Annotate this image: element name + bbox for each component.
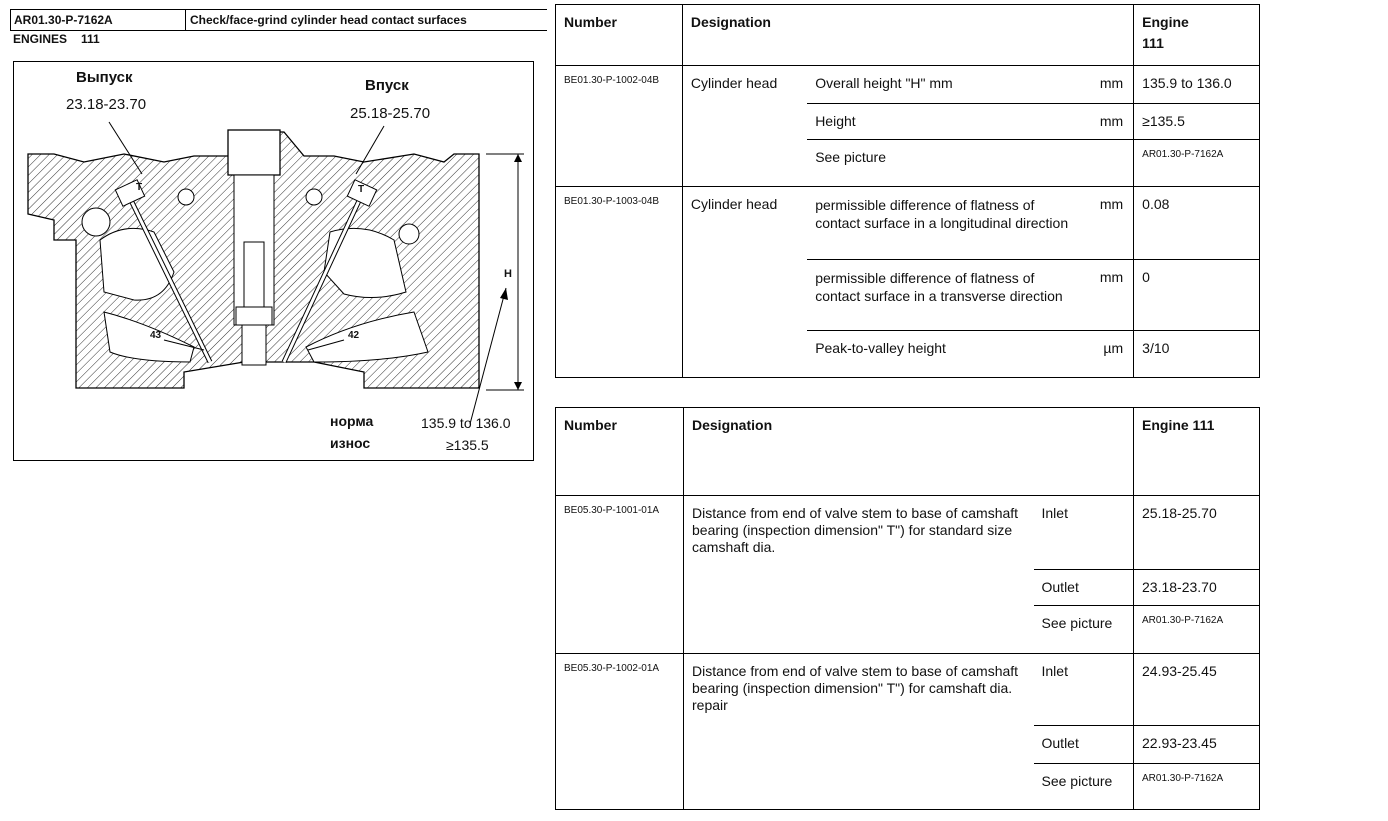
spec-label: Height xyxy=(807,104,1081,140)
engines-label: ENGINES xyxy=(13,32,68,46)
valve-stem-spec-table xyxy=(555,407,1260,810)
marker-42: 42 xyxy=(348,330,360,341)
spec-number: BE01.30-P-1002-04B xyxy=(556,66,683,187)
spec-description: Distance from end of valve stem to base of camshaft bearing (inspection dimension" T") for camshaft dia. repair xyxy=(684,654,1034,810)
spec-group: Cylinder head xyxy=(682,187,807,378)
spec-label: See picture xyxy=(1034,606,1134,654)
marker-43: 43 xyxy=(150,330,162,341)
spec-label: Outlet xyxy=(1034,570,1134,606)
header-divider xyxy=(185,10,186,30)
engines-value: 111 xyxy=(81,32,100,46)
spec-label: Inlet xyxy=(1034,496,1134,570)
cylinder-head-diagram xyxy=(13,61,534,461)
spec-unit: µm xyxy=(1081,331,1134,378)
designation-header: Designation xyxy=(684,408,1134,496)
document-header xyxy=(10,9,547,31)
spec-number: BE05.30-P-1002-01A xyxy=(556,654,684,810)
spec-label: Overall height "H" mm xyxy=(807,66,1081,104)
intake-range: 25.18-25.70 xyxy=(350,105,431,122)
marker-t-left: T xyxy=(136,182,143,193)
wear-label: износ xyxy=(330,435,371,451)
spec-description: Distance from end of valve stem to base of camshaft bearing (inspection dimension" T") for standard size camshaft dia. xyxy=(684,496,1034,654)
cylinder-head-spec-table xyxy=(555,4,1260,378)
norm-value: 135.9 to 136.0 xyxy=(421,415,511,431)
spec-number: BE05.30-P-1001-01A xyxy=(556,496,684,654)
spec-value: ≥135.5 xyxy=(1134,104,1260,140)
engine-header xyxy=(1134,5,1260,66)
spec-label: Peak-to-valley height xyxy=(807,331,1081,378)
marker-h: H xyxy=(504,268,512,280)
table-row xyxy=(556,496,1260,570)
document-id: AR01.30-P-7162A xyxy=(14,13,113,27)
spec-label: Inlet xyxy=(1034,654,1134,726)
spec-number: BE01.30-P-1003-04B xyxy=(556,187,683,378)
spec-unit: mm xyxy=(1081,66,1134,104)
designation-header: Designation xyxy=(682,5,1133,66)
spec-reference: AR01.30-P-7162A xyxy=(1134,606,1260,654)
cylinder-head-drawing xyxy=(14,62,533,460)
exhaust-label: Выпуск xyxy=(76,69,133,86)
spec-label: See picture xyxy=(1034,764,1134,810)
spec-reference: AR01.30-P-7162A xyxy=(1134,140,1260,187)
spec-value: 24.93-25.45 xyxy=(1134,654,1260,726)
spec-value: 23.18-23.70 xyxy=(1134,570,1260,606)
spec-label: permissible difference of flatness of contact surface in a longitudinal direction xyxy=(807,187,1081,260)
engine-header: Engine 111 xyxy=(1134,408,1260,496)
engine-header-label: Engine xyxy=(1142,14,1189,30)
table-row xyxy=(556,187,1260,260)
spec-value: 22.93-23.45 xyxy=(1134,726,1260,764)
table-row xyxy=(556,66,1260,104)
intake-label: Впуск xyxy=(365,77,409,94)
table-header-row xyxy=(556,5,1260,66)
spec-value: 0.08 xyxy=(1134,187,1260,260)
number-header: Number xyxy=(556,5,683,66)
number-header: Number xyxy=(556,408,684,496)
spec-group: Cylinder head xyxy=(682,66,807,187)
spec-unit: mm xyxy=(1081,104,1134,140)
spec-label: See picture xyxy=(807,140,1081,187)
engine-header-number: 111 xyxy=(1142,35,1164,51)
spec-value: 0 xyxy=(1134,260,1260,331)
table-header-row xyxy=(556,408,1260,496)
spec-label: Outlet xyxy=(1034,726,1134,764)
marker-t-right: T xyxy=(358,184,365,195)
spec-unit xyxy=(1081,140,1134,187)
engines-line xyxy=(13,32,100,46)
spec-unit: mm xyxy=(1081,260,1134,331)
spec-value: 135.9 to 136.0 xyxy=(1134,66,1260,104)
wear-value: ≥135.5 xyxy=(446,437,489,453)
document-title: Check/face-grind cylinder head contact surfaces xyxy=(190,13,467,27)
table-row xyxy=(556,654,1260,726)
norm-label: норма xyxy=(330,413,374,429)
spec-reference: AR01.30-P-7162A xyxy=(1134,764,1260,810)
exhaust-range: 23.18-23.70 xyxy=(66,96,147,113)
spec-label: permissible difference of flatness of contact surface in a transverse direction xyxy=(807,260,1081,331)
spec-value: 3/10 xyxy=(1134,331,1260,378)
spec-unit: mm xyxy=(1081,187,1134,260)
spec-value: 25.18-25.70 xyxy=(1134,496,1260,570)
